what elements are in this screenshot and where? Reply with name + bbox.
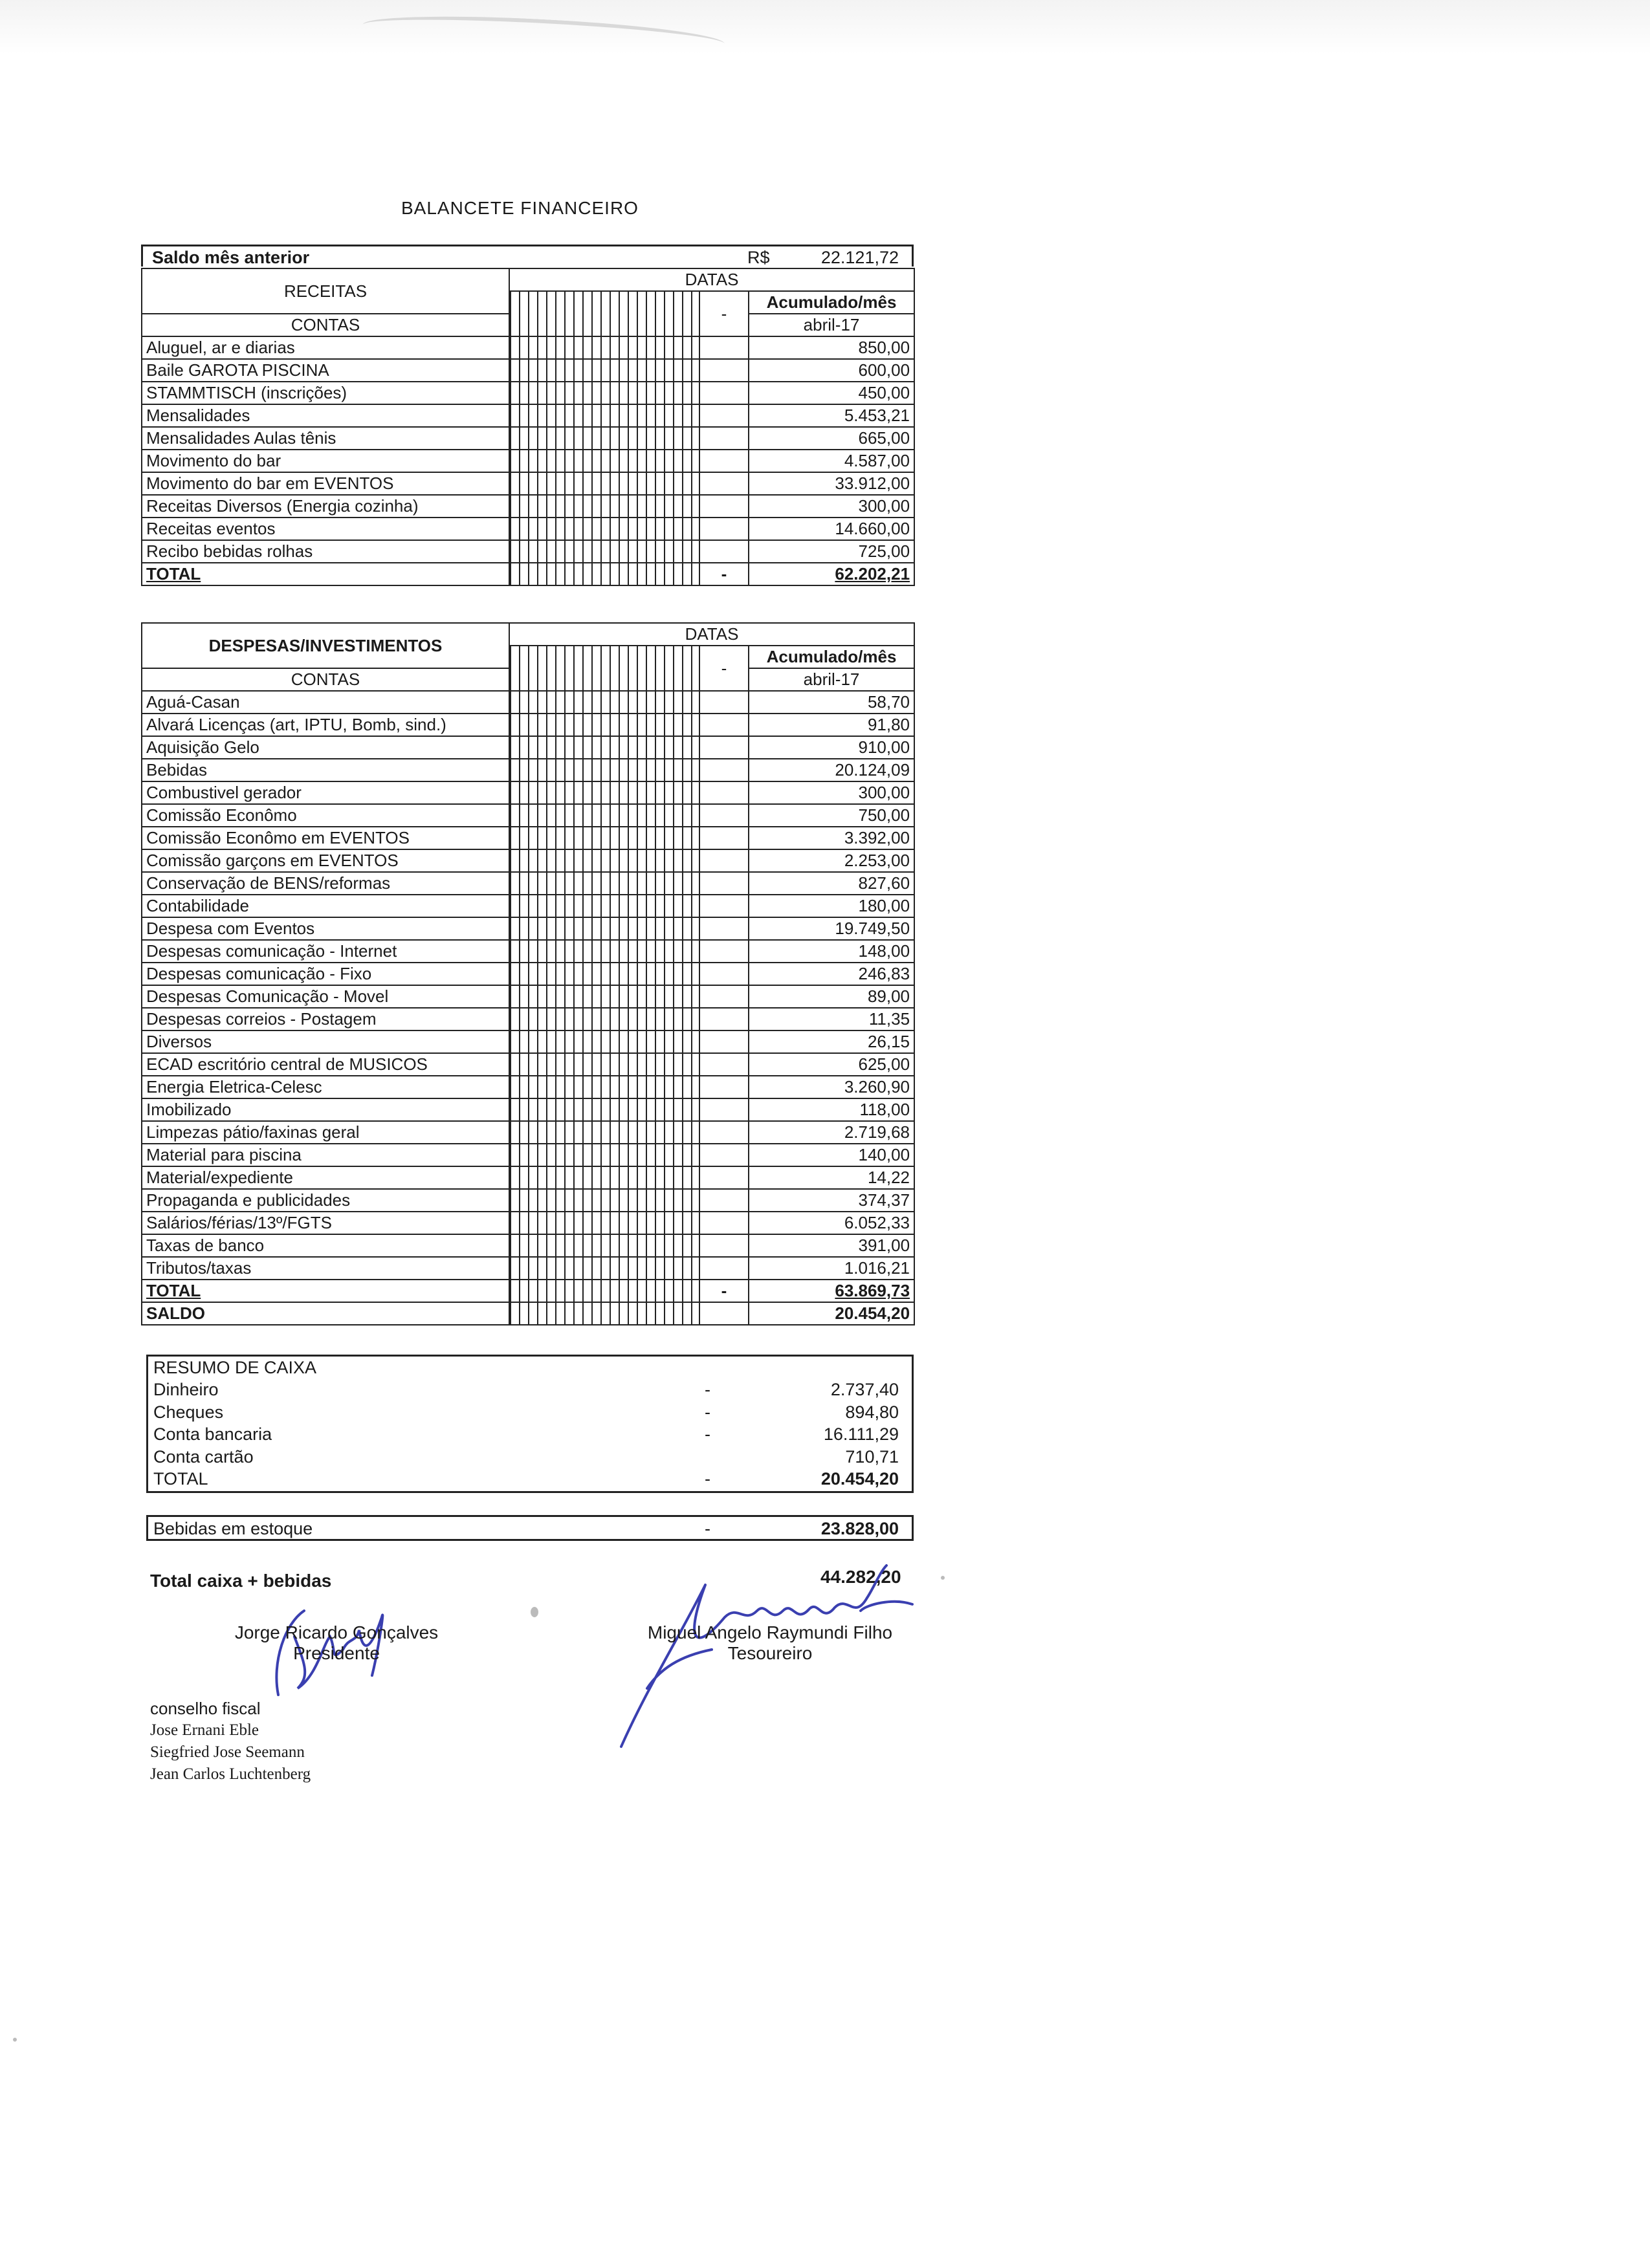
account-label: Bebidas (142, 759, 509, 781)
account-value: 6.052,33 (749, 1212, 914, 1234)
resumo-row-dash: - (705, 1380, 710, 1399)
table-row (142, 427, 914, 450)
receitas-total-label: TOTAL (142, 563, 509, 585)
scan-speck (531, 1607, 538, 1617)
date-grid-cell (509, 849, 699, 872)
account-value: 600,00 (749, 359, 914, 382)
document-title: BALANCETE FINANCEIRO (401, 198, 639, 218)
account-value: 300,00 (749, 495, 914, 518)
account-value: 33.912,00 (749, 472, 914, 495)
account-label: Despesa com Eventos (142, 917, 509, 940)
table-row (142, 450, 914, 472)
account-label: Movimento do bar em EVENTOS (142, 472, 509, 495)
table-row (142, 495, 914, 518)
account-label: Comissão Econômo (142, 804, 509, 827)
table-row (142, 985, 914, 1008)
scan-speck (13, 2038, 17, 2042)
date-grid-cell (509, 759, 699, 781)
resumo-row-value: 710,71 (845, 1446, 899, 1467)
dash-cell (699, 1121, 749, 1144)
date-grid-cell (509, 1076, 699, 1098)
resumo-row (153, 1423, 899, 1445)
dash-cell (699, 1257, 749, 1280)
account-label: Imobilizado (142, 1098, 509, 1121)
saldo-anterior (141, 245, 914, 267)
despesas-acumulado-header: Acumulado/mês (749, 646, 914, 668)
dash-cell (699, 804, 749, 827)
table-row (142, 1212, 914, 1234)
resumo-row-dash: - (705, 1402, 710, 1422)
despesas-date-grid (509, 646, 699, 691)
receitas-total-value: 62.202,21 (749, 563, 914, 585)
resumo-header-row (153, 1357, 899, 1379)
dash-cell (699, 1234, 749, 1257)
account-label: Aguá-Casan (142, 691, 509, 714)
date-grid-cell (509, 985, 699, 1008)
account-value: 300,00 (749, 781, 914, 804)
account-value: 665,00 (749, 427, 914, 450)
date-grid-cell (509, 827, 699, 849)
resumo-row-value: 2.737,40 (830, 1380, 899, 1399)
dash-cell (699, 940, 749, 963)
date-grid-cell (509, 1030, 699, 1053)
account-label: Energia Eletrica-Celesc (142, 1076, 509, 1098)
account-value: 14,22 (749, 1166, 914, 1189)
despesas-header: DESPESAS/INVESTIMENTOS (142, 623, 509, 668)
account-label: Alvará Licenças (art, IPTU, Bomb, sind.) (142, 714, 509, 736)
account-value: 140,00 (749, 1144, 914, 1166)
dash-cell (699, 1212, 749, 1234)
despesas-total-value: 63.869,73 (749, 1280, 914, 1302)
resumo-row (153, 1446, 899, 1468)
table-row (142, 940, 914, 963)
dash-cell (699, 1008, 749, 1030)
account-value: 5.453,21 (749, 404, 914, 427)
receitas-total-dash: - (699, 563, 749, 585)
account-label: Tributos/taxas (142, 1257, 509, 1280)
date-grid-cell (509, 1212, 699, 1234)
date-grid-cell (509, 336, 699, 359)
account-label: Salários/férias/13º/FGTS (142, 1212, 509, 1234)
table-row (142, 1008, 914, 1030)
account-label: Despesas comunicação - Internet (142, 940, 509, 963)
dash-cell (699, 985, 749, 1008)
account-value: 2.253,00 (749, 849, 914, 872)
president-role: Presidente (293, 1643, 380, 1663)
account-label: Aquisição Gelo (142, 736, 509, 759)
conselho-label: conselho fiscal (150, 1699, 261, 1718)
account-value: 3.392,00 (749, 827, 914, 849)
table-row (142, 336, 914, 359)
treasurer-role: Tesoureiro (727, 1643, 813, 1663)
dash-cell (699, 963, 749, 985)
account-value: 89,00 (749, 985, 914, 1008)
dash-cell (699, 849, 749, 872)
account-label: Despesas Comunicação - Movel (142, 985, 509, 1008)
dash-cell (699, 781, 749, 804)
account-label: Receitas eventos (142, 518, 509, 540)
dash-cell (699, 1098, 749, 1121)
date-grid-cell (509, 1144, 699, 1166)
date-grid-cell (509, 1053, 699, 1076)
account-value: 450,00 (749, 382, 914, 404)
resumo-total-value: 20.454,20 (820, 1469, 899, 1488)
account-label: Mensalidades Aulas tênis (142, 427, 509, 450)
conselho-member: Jean Carlos Luchtenberg (150, 1765, 311, 1783)
saldo-anterior-currency: R$ (747, 248, 770, 267)
dash-cell (699, 404, 749, 427)
account-value: 625,00 (749, 1053, 914, 1076)
conselho-member: Jose Ernani Eble (150, 1721, 259, 1739)
account-value: 725,00 (749, 540, 914, 563)
dash-cell (699, 1076, 749, 1098)
saldo-value: 20.454,20 (749, 1302, 914, 1325)
dash-cell (699, 872, 749, 895)
date-grid-cell (509, 359, 699, 382)
date-grid-cell (509, 963, 699, 985)
receitas-header: RECEITAS (142, 268, 509, 314)
account-label: Receitas Diversos (Energia cozinha) (142, 495, 509, 518)
account-value: 1.016,21 (749, 1257, 914, 1280)
date-grid-cell (509, 1098, 699, 1121)
dash-cell (699, 382, 749, 404)
date-grid-cell (509, 427, 699, 450)
account-label: Recibo bebidas rolhas (142, 540, 509, 563)
account-label: Diversos (142, 1030, 509, 1053)
date-grid-cell (509, 804, 699, 827)
table-row (142, 917, 914, 940)
account-label: ECAD escritório central de MUSICOS (142, 1053, 509, 1076)
table-row (142, 804, 914, 827)
date-grid-cell (509, 1189, 699, 1212)
scan-speck (941, 1576, 945, 1580)
account-value: 910,00 (749, 736, 914, 759)
estoque-box (146, 1515, 914, 1541)
date-grid-cell (509, 1121, 699, 1144)
table-row (142, 1121, 914, 1144)
account-value: 58,70 (749, 691, 914, 714)
table-row (142, 963, 914, 985)
resumo-row-dash: - (705, 1424, 710, 1444)
account-value: 850,00 (749, 336, 914, 359)
table-row (142, 895, 914, 917)
table-row (142, 827, 914, 849)
date-grid-cell (509, 917, 699, 940)
table-row (142, 1076, 914, 1098)
table-row (142, 1189, 914, 1212)
date-grid-cell (509, 1008, 699, 1030)
date-grid-cell (509, 404, 699, 427)
saldo-dash-cell (699, 1302, 749, 1325)
account-value: 14.660,00 (749, 518, 914, 540)
account-label: Limpezas pátio/faxinas geral (142, 1121, 509, 1144)
account-label: STAMMTISCH (inscrições) (142, 382, 509, 404)
table-row (142, 872, 914, 895)
table-row (142, 1234, 914, 1257)
despesas-total-dash: - (699, 1280, 749, 1302)
saldo-anterior-label: Saldo mês anterior (152, 248, 310, 267)
resumo-row-value: 16.111,29 (823, 1424, 899, 1444)
receitas-dash: - (699, 291, 749, 336)
receitas-contas-header: CONTAS (142, 314, 509, 336)
date-grid-cell (509, 472, 699, 495)
account-value: 91,80 (749, 714, 914, 736)
table-row (142, 1166, 914, 1189)
date-grid-cell (509, 1166, 699, 1189)
table-row (142, 849, 914, 872)
receitas-date-grid (509, 291, 699, 336)
account-value: 148,00 (749, 940, 914, 963)
total-caixa-value: 44.282,20 (820, 1567, 901, 1587)
resumo-caixa-box (146, 1355, 914, 1493)
account-value: 2.719,68 (749, 1121, 914, 1144)
dash-cell (699, 518, 749, 540)
date-grid-cell (509, 540, 699, 563)
dash-cell (699, 736, 749, 759)
account-value: 750,00 (749, 804, 914, 827)
account-value: 4.587,00 (749, 450, 914, 472)
date-grid-cell (509, 691, 699, 714)
president-name-block (194, 1622, 479, 1664)
conselho-fiscal (150, 1697, 311, 1785)
dash-cell (699, 1053, 749, 1076)
receitas-table (141, 268, 915, 586)
dash-cell (699, 495, 749, 518)
resumo-row-label: Dinheiro (153, 1380, 219, 1399)
date-grid-cell (509, 940, 699, 963)
account-label: Aluguel, ar e diarias (142, 336, 509, 359)
date-grid-cell (509, 736, 699, 759)
table-row (142, 1144, 914, 1166)
account-value: 827,60 (749, 872, 914, 895)
table-row (142, 1030, 914, 1053)
table-row (142, 518, 914, 540)
account-label: Despesas correios - Postagem (142, 1008, 509, 1030)
scan-shadow (0, 0, 1650, 78)
receitas-datas-header: DATAS (509, 268, 914, 291)
date-grid-cell (509, 382, 699, 404)
account-label: Contabilidade (142, 895, 509, 917)
account-value: 391,00 (749, 1234, 914, 1257)
dash-cell (699, 827, 749, 849)
despesas-datas-header: DATAS (509, 623, 914, 646)
treasurer-name: Miguel Angelo Raymundi Filho (647, 1622, 893, 1642)
date-grid-cell (509, 518, 699, 540)
account-label: Despesas comunicação - Fixo (142, 963, 509, 985)
dash-cell (699, 714, 749, 736)
date-grid-cell (509, 495, 699, 518)
despesas-month: abril-17 (749, 668, 914, 691)
account-label: Material para piscina (142, 1144, 509, 1166)
resumo-total-row (153, 1468, 899, 1490)
dash-cell (699, 1144, 749, 1166)
account-label: Combustivel gerador (142, 781, 509, 804)
president-name: Jorge Ricardo Gonçalves (234, 1622, 439, 1642)
table-row (142, 1098, 914, 1121)
saldo-grid (509, 1302, 699, 1325)
account-value: 374,37 (749, 1189, 914, 1212)
account-value: 20.124,09 (749, 759, 914, 781)
date-grid-cell (509, 714, 699, 736)
receitas-total-grid (509, 563, 699, 585)
table-row (142, 759, 914, 781)
account-label: Comissão garçons em EVENTOS (142, 849, 509, 872)
estoque-value: 23.828,00 (820, 1519, 899, 1538)
resumo-row-label: Cheques (153, 1402, 224, 1422)
dash-cell (699, 336, 749, 359)
table-row (142, 781, 914, 804)
receitas-acumulado-header: Acumulado/mês (749, 291, 914, 314)
table-row (142, 404, 914, 427)
table-row (142, 540, 914, 563)
table-row (142, 714, 914, 736)
account-value: 118,00 (749, 1098, 914, 1121)
treasurer-name-block (595, 1622, 945, 1664)
account-value: 26,15 (749, 1030, 914, 1053)
despesas-dash: - (699, 646, 749, 691)
despesas-total-label: TOTAL (142, 1280, 509, 1302)
account-label: Baile GAROTA PISCINA (142, 359, 509, 382)
dash-cell (699, 472, 749, 495)
table-row (142, 1053, 914, 1076)
receitas-month: abril-17 (749, 314, 914, 336)
resumo-row (153, 1401, 899, 1423)
dash-cell (699, 359, 749, 382)
account-label: Comissão Econômo em EVENTOS (142, 827, 509, 849)
despesas-contas-header: CONTAS (142, 668, 509, 691)
dash-cell (699, 895, 749, 917)
dash-cell (699, 1166, 749, 1189)
dash-cell (699, 917, 749, 940)
dash-cell (699, 691, 749, 714)
table-row (142, 359, 914, 382)
account-value: 246,83 (749, 963, 914, 985)
account-label: Movimento do bar (142, 450, 509, 472)
table-row (142, 472, 914, 495)
conselho-member: Siegfried Jose Seemann (150, 1743, 305, 1761)
resumo-total-dash: - (705, 1469, 710, 1488)
account-label: Taxas de banco (142, 1234, 509, 1257)
account-label: Mensalidades (142, 404, 509, 427)
resumo-total-label: TOTAL (153, 1469, 208, 1488)
account-value: 3.260,90 (749, 1076, 914, 1098)
account-value: 180,00 (749, 895, 914, 917)
table-row (142, 1257, 914, 1280)
account-value: 11,35 (749, 1008, 914, 1030)
date-grid-cell (509, 781, 699, 804)
dash-cell (699, 450, 749, 472)
saldo-label: SALDO (142, 1302, 509, 1325)
total-caixa-label: Total caixa + bebidas (150, 1571, 332, 1591)
estoque-dash: - (705, 1519, 710, 1538)
date-grid-cell (509, 872, 699, 895)
account-label: Material/expediente (142, 1166, 509, 1189)
account-value: 19.749,50 (749, 917, 914, 940)
resumo-row (153, 1379, 899, 1401)
date-grid-cell (509, 1234, 699, 1257)
date-grid-cell (509, 450, 699, 472)
account-label: Propaganda e publicidades (142, 1189, 509, 1212)
resumo-header: RESUMO DE CAIXA (153, 1358, 317, 1377)
estoque-label: Bebidas em estoque (153, 1519, 313, 1538)
table-row (142, 736, 914, 759)
despesas-total-grid (509, 1280, 699, 1302)
dash-cell (699, 1189, 749, 1212)
estoque-row (153, 1518, 899, 1540)
dash-cell (699, 759, 749, 781)
table-row (142, 382, 914, 404)
dash-cell (699, 540, 749, 563)
resumo-row-label: Conta cartão (153, 1446, 254, 1467)
table-row (142, 691, 914, 714)
saldo-anterior-value: 22.121,72 (820, 248, 899, 267)
account-label: Conservação de BENS/reformas (142, 872, 509, 895)
date-grid-cell (509, 895, 699, 917)
dash-cell (699, 427, 749, 450)
resumo-row-label: Conta bancaria (153, 1424, 272, 1444)
despesas-table (141, 622, 915, 1325)
dash-cell (699, 1030, 749, 1053)
date-grid-cell (509, 1257, 699, 1280)
resumo-row-value: 894,80 (845, 1402, 899, 1422)
